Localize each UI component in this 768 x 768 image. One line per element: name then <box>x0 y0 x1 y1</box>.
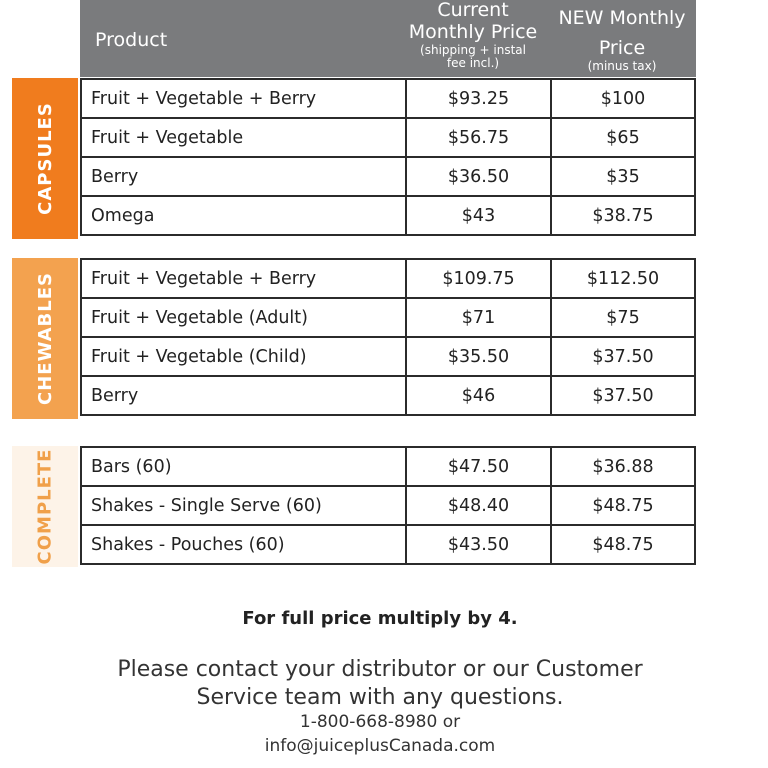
rows-complete <box>80 446 696 565</box>
header-new-line2: Price <box>598 37 646 59</box>
new-price-cell: $37.50 <box>592 385 654 406</box>
new-price-cell: $48.75 <box>592 534 654 555</box>
table-row <box>80 299 696 338</box>
current-price-cell: $48.40 <box>407 487 552 524</box>
product-cell: Berry <box>82 158 407 195</box>
table-row <box>80 526 696 565</box>
current-price-cell: $43 <box>407 197 552 234</box>
table-header <box>80 0 696 77</box>
header-product: Product <box>95 29 168 51</box>
product-cell: Fruit + Vegetable (Child) <box>82 338 407 375</box>
side-label-text: CAPSULES <box>34 102 56 215</box>
new-price-cell: $65 <box>606 127 640 148</box>
header-current-sub2: fee incl.) <box>446 56 500 70</box>
current-price-cell: $43.50 <box>407 526 552 563</box>
current-price-cell: $56.75 <box>407 119 552 156</box>
product-cell: Fruit + Vegetable <box>82 119 407 156</box>
email-address: info@juiceplusCanada.com <box>264 736 496 756</box>
side-label-complete <box>12 446 78 567</box>
full-price-note: For full price multiply by 4. <box>242 608 518 629</box>
current-price-cell: $35.50 <box>407 338 552 375</box>
product-cell: Omega <box>82 197 407 234</box>
group-capsules <box>12 78 696 239</box>
new-price-cell: $35 <box>606 166 640 187</box>
product-cell: Bars (60) <box>82 448 407 485</box>
table-row <box>80 338 696 377</box>
side-label-chewables <box>12 258 78 419</box>
product-cell: Fruit + Vegetable + Berry <box>82 260 407 297</box>
current-price-cell: $46 <box>407 377 552 414</box>
product-cell: Fruit + Vegetable (Adult) <box>82 299 407 336</box>
product-cell: Shakes - Single Serve (60) <box>82 487 407 524</box>
group-chewables <box>12 258 696 419</box>
header-new-line1: NEW Monthly <box>558 7 686 29</box>
new-price-cell: $75 <box>606 307 640 328</box>
contact-line-2: Service team with any questions. <box>196 685 564 710</box>
contact-line-1: Please contact your distributor or our Customer <box>117 657 643 682</box>
phone-number: 1-800-668-8980 or <box>299 712 461 732</box>
side-label-text: COMPLETE <box>34 448 56 565</box>
table-row <box>80 158 696 197</box>
table-row <box>80 197 696 236</box>
new-price-cell: $112.50 <box>586 268 660 289</box>
new-price-cell: $48.75 <box>592 495 654 516</box>
side-label-capsules <box>12 78 78 239</box>
table-row <box>80 119 696 158</box>
current-price-cell: $109.75 <box>407 260 552 297</box>
product-cell: Berry <box>82 377 407 414</box>
rows-chewables <box>80 258 696 416</box>
new-price-cell: $36.88 <box>592 456 654 477</box>
new-price-cell: $38.75 <box>592 205 654 226</box>
new-price-cell: $37.50 <box>592 346 654 367</box>
new-price-cell: $100 <box>600 88 646 109</box>
table-row <box>80 258 696 299</box>
header-new-price <box>548 0 696 73</box>
table-row <box>80 377 696 416</box>
product-cell: Shakes - Pouches (60) <box>82 526 407 563</box>
header-current-line1: Current <box>437 0 509 21</box>
current-price-cell: $47.50 <box>407 448 552 485</box>
product-cell: Fruit + Vegetable + Berry <box>82 80 407 117</box>
header-current-sub1: (shipping + instal <box>420 43 526 57</box>
side-label-text: CHEWABLES <box>34 272 56 405</box>
group-complete <box>12 446 696 567</box>
current-price-cell: $93.25 <box>407 80 552 117</box>
current-price-cell: $71 <box>407 299 552 336</box>
contact-text <box>0 656 760 712</box>
rows-capsules <box>80 78 696 236</box>
current-price-cell: $36.50 <box>407 158 552 195</box>
header-current-price <box>398 0 548 70</box>
table-row <box>80 487 696 526</box>
table-row <box>80 446 696 487</box>
header-current-line2: Monthly Price <box>408 21 538 43</box>
header-new-sub: (minus tax) <box>587 59 657 73</box>
table-row <box>80 78 696 119</box>
